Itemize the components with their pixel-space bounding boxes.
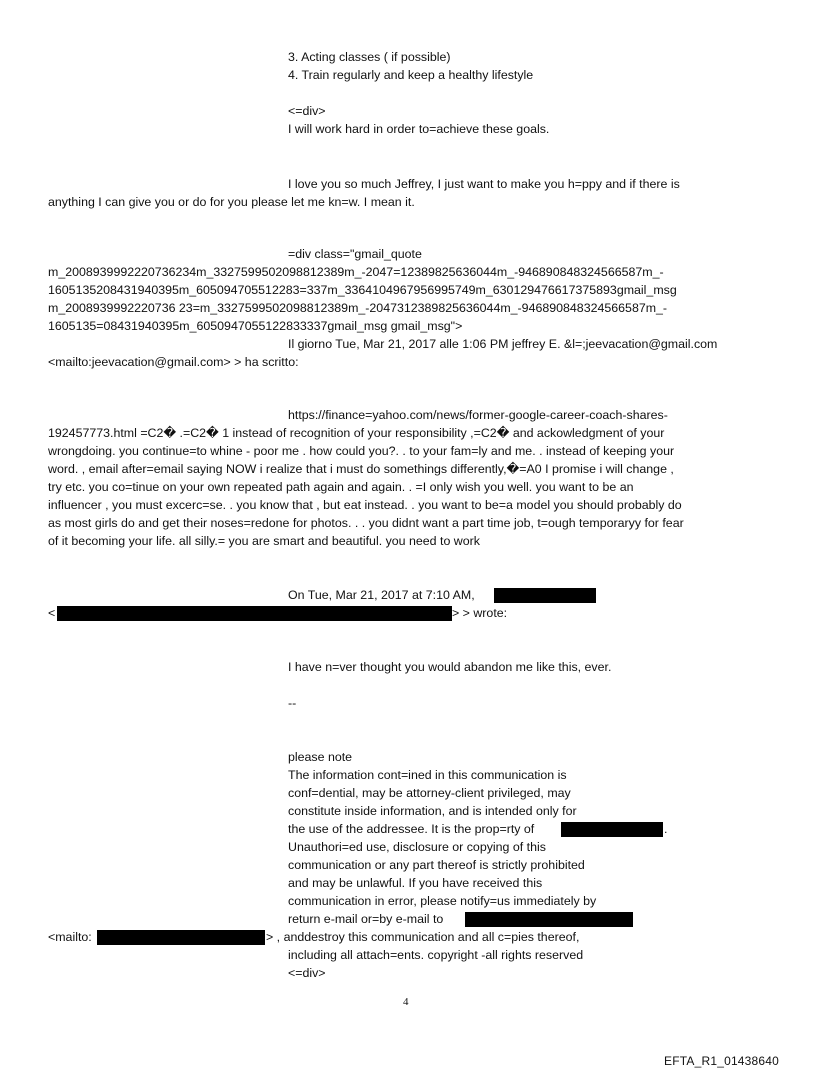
love-message-line: I love you so much Jeffrey, I just want to make you h=ppy and if there is: [288, 177, 680, 191]
disclaimer-line: Unauthori=ed use, disclosure or copying of this: [288, 840, 546, 854]
redaction-block: [57, 606, 452, 621]
wrote-header-suffix: > > wrote:: [452, 606, 508, 620]
message-line: https://finance=yahoo.com/news/former-google-career-coach-shares-: [288, 408, 668, 422]
work-hard-line: I will work hard in order to=achieve these goals.: [288, 122, 550, 136]
disclaimer-line: return e-mail or=by e-mail to: [288, 912, 444, 926]
disclaimer-line: communication in error, please notify=us immediately by: [288, 894, 597, 908]
disclaimer-period: .: [664, 822, 668, 836]
abandon-line: I have n=ver thought you would abandon me like this, ever.: [288, 660, 612, 674]
message-line: influencer , you must excerc=se. . you know that , but eat instead. . you want to be=a model you should probably do: [48, 498, 682, 512]
message-line: of it becoming your life. all silly.= you are smart and beautiful. you need to work: [48, 534, 480, 548]
list-item-4: 4. Train regularly and keep a healthy lifestyle: [288, 68, 534, 82]
disclaimer-attach-line: including all attach=ents. copyright -all rights reserved: [288, 948, 584, 962]
gmail-quote-line: 1605135208431940395m_605094705512283=337m_3364104967956995749m_630129476617375893gmail_msg: [48, 283, 677, 297]
disclaimer-line: and may be unlawful. If you have received this: [288, 876, 543, 890]
reply-header-line: <mailto:jeevacation@gmail.com> > ha scritto:: [48, 355, 299, 369]
message-line: 192457773.html =C2� .=C2� 1 instead of recognition of your responsibility ,=C2� and ackowledgment of your: [48, 426, 665, 440]
disclaimer-line: the use of the addressee. It is the prop=rty of: [288, 822, 535, 836]
div-tag: <=div>: [288, 104, 326, 118]
message-line: word. , email after=email saying NOW i realize that i must do somethings differently,�=A0 I promise i will change ,: [48, 462, 674, 476]
mailto-prefix: <mailto:: [48, 930, 92, 944]
redaction-block: [561, 822, 663, 837]
redaction-block: [97, 930, 265, 945]
document-id: EFTA_R1_01438640: [664, 1054, 780, 1068]
wrote-header-angle: <: [48, 606, 56, 620]
disclaimer-line: please note: [288, 750, 353, 764]
page-number: 4: [403, 996, 409, 1008]
reply-header-line: Il giorno Tue, Mar 21, 2017 alle 1:06 PM jeffrey E. &l=;jeevacation@gmail.com: [288, 337, 718, 351]
disclaimer-line: conf=dential, may be attorney-client privileged, may: [288, 786, 571, 800]
message-line: wrongdoing. you continue=to whine - poor me . how could you?. . to your fam=ly and me. . instead of keeping your: [48, 444, 675, 458]
div-tag: <=div>: [288, 966, 326, 980]
redaction-block: [494, 588, 596, 603]
disclaimer-line: The information cont=ined in this communication is: [288, 768, 567, 782]
gmail-quote-line: m_2008939992220736 23=m_3327599502098812389m_-2047312389825636044m_-946890848324566587m_-: [48, 301, 668, 315]
wrote-header-prefix: On Tue, Mar 21, 2017 at 7:10 AM,: [288, 588, 475, 602]
disclaimer-line: constitute inside information, and is intended only for: [288, 804, 577, 818]
redaction-block: [465, 912, 633, 927]
gmail-quote-line: =div class="gmail_quote: [288, 247, 422, 261]
gmail-quote-line: m_2008939992220736234m_3327599502098812389m_-2047=12389825636044m_-946890848324566587m_-: [48, 265, 664, 279]
message-line: as most girls do and get their noses=redone for photos. . . you didnt want a part time job, t=ough temporaryy for fear: [48, 516, 684, 530]
list-item-3: 3. Acting classes ( if possible): [288, 50, 451, 64]
disclaimer-line: communication or any part thereof is strictly prohibited: [288, 858, 585, 872]
love-message-line: anything I can give you or do for you please let me kn=w. I mean it.: [48, 195, 415, 209]
signature-separator: --: [288, 696, 297, 710]
gmail-quote-line: 1605135=08431940395m_6050947055122833337gmail_msg gmail_msg">: [48, 319, 463, 333]
message-line: try etc. you co=tinue on your own repeated path again and again. . =I only wish you well. you want to be an: [48, 480, 634, 494]
disclaimer-destroy-line: > , anddestroy this communication and all c=pies thereof,: [266, 930, 580, 944]
